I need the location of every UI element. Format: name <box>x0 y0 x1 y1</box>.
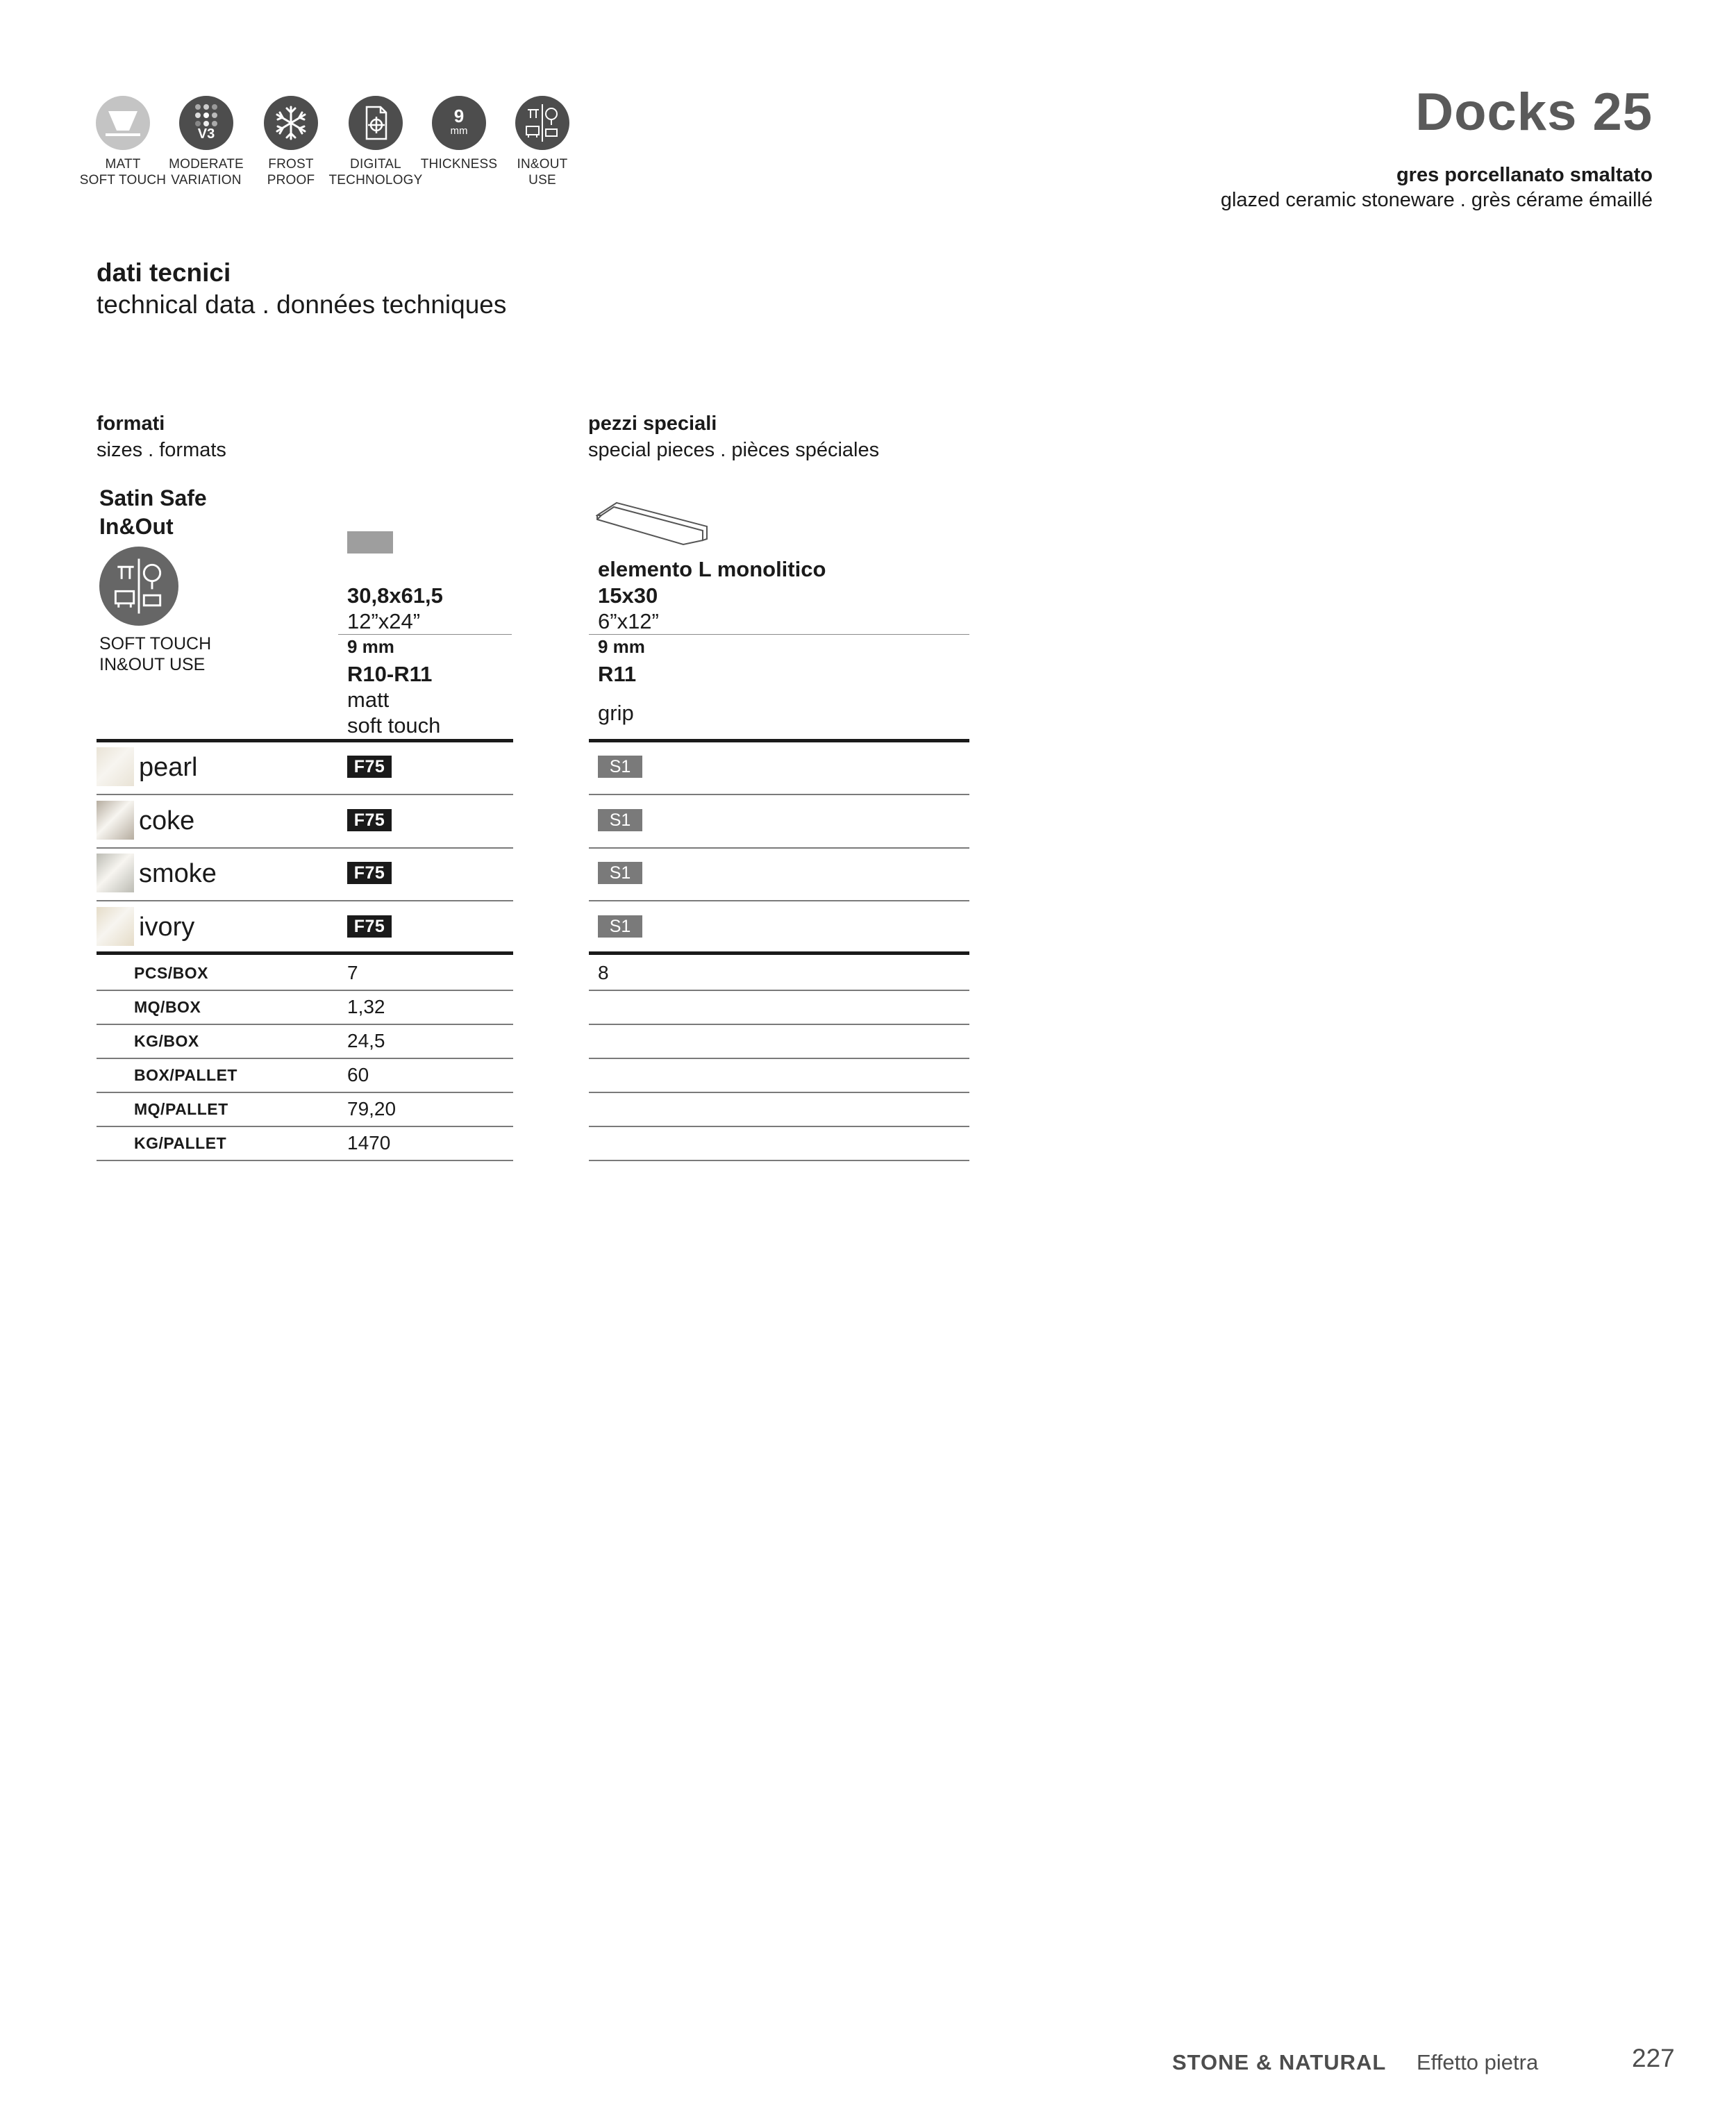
finish-name-line: Satin Safe <box>99 485 207 510</box>
finish-label <box>99 633 211 675</box>
divider <box>338 634 512 635</box>
color-code-badge: F75 <box>347 756 392 778</box>
section-title-it: dati tecnici <box>97 258 231 287</box>
divider <box>589 634 969 635</box>
matt-soft-touch-icon <box>96 96 150 150</box>
color-name: ivory <box>139 912 195 942</box>
packing-label: MQ/PALLET <box>134 1100 228 1118</box>
packing-special-value: 8 <box>598 962 609 983</box>
divider <box>97 847 513 849</box>
special-surface: grip <box>598 701 634 725</box>
special-heading-en-fr: special pieces . pièces spéciales <box>588 439 880 461</box>
special-thickness: 9 mm <box>598 636 645 657</box>
feature-label: IN&OUT <box>517 157 568 172</box>
page-number: 227 <box>1632 2044 1675 2072</box>
in-out-use-icon <box>515 96 569 150</box>
feature-label: THICKNESS <box>420 157 498 172</box>
product-title: Docks 25 <box>1415 83 1653 142</box>
special-code-badge: S1 <box>598 915 642 938</box>
color-swatch <box>97 801 134 840</box>
special-slip: R11 <box>598 662 637 686</box>
format-slip: R10-R11 <box>347 662 433 686</box>
step-piece-icon <box>596 499 714 558</box>
thickness-icon <box>432 96 486 150</box>
moderate-variation-icon <box>179 96 233 150</box>
format-size-metric: 30,8x61,5 <box>347 583 443 608</box>
divider <box>97 951 513 955</box>
packing-value: 1470 <box>347 1132 391 1154</box>
divider <box>97 1024 513 1025</box>
special-code-badge: S1 <box>598 756 642 778</box>
format-size-imperial: 12”x24” <box>347 609 421 633</box>
divider <box>97 739 513 742</box>
product-subtitle-en-fr: glazed ceramic stoneware . grès cérame émaillé <box>1220 189 1653 211</box>
finish-in-out-icon <box>99 547 178 626</box>
finish-label-line: SOFT TOUCH <box>99 634 212 654</box>
formats-heading-en-fr: sizes . formats <box>97 439 226 461</box>
color-name: smoke <box>139 859 217 888</box>
color-swatch <box>97 854 134 892</box>
divider <box>589 794 969 795</box>
color-code-badge: F75 <box>347 862 392 884</box>
packing-value: 1,32 <box>347 996 385 1017</box>
special-code-badge: S1 <box>598 809 642 831</box>
divider <box>97 900 513 901</box>
section-title-en-fr: technical data . données techniques <box>97 290 507 319</box>
format-shape-swatch <box>347 531 393 554</box>
product-subtitle-it: gres porcellanato smaltato <box>1396 164 1653 186</box>
packing-label: KG/BOX <box>134 1032 199 1050</box>
feature-in-out-use <box>483 96 601 188</box>
color-swatch <box>97 907 134 946</box>
thickness-unit: mm <box>450 125 468 137</box>
color-swatch <box>97 747 134 786</box>
digital-technology-icon <box>349 96 403 150</box>
frost-proof-icon <box>264 96 318 150</box>
color-name: pearl <box>139 753 198 782</box>
divider <box>589 990 969 991</box>
feature-label: MODERATE <box>169 157 244 172</box>
feature-label: MATT <box>105 157 141 172</box>
feature-label: TECHNOLOGY <box>328 173 423 188</box>
format-thickness: 9 mm <box>347 636 394 657</box>
finish-name <box>99 484 207 541</box>
special-piece-name: elemento L monolitico <box>598 557 826 581</box>
finish-name-line: In&Out <box>99 514 174 539</box>
packing-label: BOX/PALLET <box>134 1066 237 1084</box>
divider <box>589 1092 969 1093</box>
divider <box>97 1126 513 1127</box>
format-surface-1: matt <box>347 688 390 712</box>
packing-value: 24,5 <box>347 1030 385 1051</box>
packing-value: 79,20 <box>347 1098 397 1120</box>
divider <box>589 739 969 742</box>
divider <box>589 847 969 849</box>
special-size-imperial: 6”x12” <box>598 609 659 633</box>
feature-label: FROST <box>268 157 314 172</box>
variation-badge: V3 <box>197 126 215 142</box>
divider <box>589 900 969 901</box>
divider <box>97 1160 513 1161</box>
divider <box>589 1058 969 1059</box>
divider <box>97 990 513 991</box>
feature-label: PROOF <box>267 173 315 188</box>
feature-label: SOFT TOUCH <box>79 173 167 188</box>
divider <box>97 1092 513 1093</box>
packing-value: 60 <box>347 1064 369 1085</box>
divider <box>589 1126 969 1127</box>
divider <box>589 951 969 955</box>
packing-label: MQ/BOX <box>134 998 201 1016</box>
color-code-badge: F75 <box>347 915 392 938</box>
special-heading-it: pezzi speciali <box>588 413 717 435</box>
formats-heading-it: formati <box>97 413 165 435</box>
feature-label: VARIATION <box>171 173 242 188</box>
finish-label-line: IN&OUT USE <box>99 655 206 674</box>
divider <box>97 794 513 795</box>
special-code-badge: S1 <box>598 862 642 884</box>
divider <box>589 1160 969 1161</box>
thickness-number: 9 <box>453 106 465 126</box>
footer-subcategory: Effetto pietra <box>1417 2050 1539 2074</box>
packing-label: KG/PALLET <box>134 1134 227 1152</box>
divider <box>589 1024 969 1025</box>
divider <box>97 1058 513 1059</box>
color-name: coke <box>139 806 195 835</box>
color-code-badge: F75 <box>347 809 392 831</box>
packing-label: PCS/BOX <box>134 964 209 982</box>
format-surface-2: soft touch <box>347 713 441 738</box>
feature-label: USE <box>528 173 556 188</box>
footer-category: STONE & NATURAL <box>1172 2050 1387 2074</box>
feature-label: DIGITAL <box>350 157 401 172</box>
packing-value: 7 <box>347 962 358 983</box>
special-size-metric: 15x30 <box>598 583 658 608</box>
